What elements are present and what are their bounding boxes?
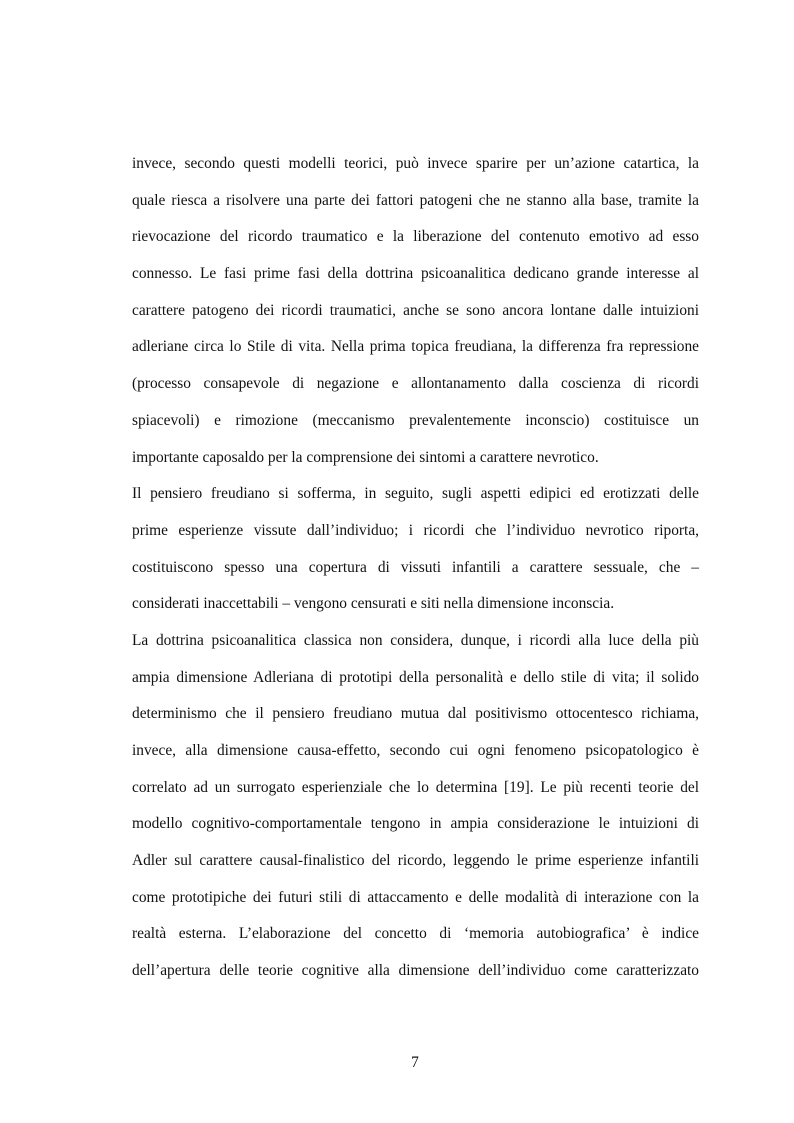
text-line: Il pensiero freudiano si sofferma, in seguito, sugli aspetti edipici ed erotizzati delle [132,485,699,503]
text-line: determinismo che il pensiero freudiano mutua dal positivismo ottocentesco richiama, [132,705,699,723]
text-line: spiacevoli) e rimozione (meccanismo prevalentemente inconscio) costituisce un [132,411,699,429]
text-line: invece, alla dimensione causa-effetto, secondo cui ogni fenomeno psicopatologico è [132,742,699,759]
text-line: modello cognitivo-comportamentale tengono in ampia considerazione le intuizioni di [132,815,699,833]
text-line: correlato ad un surrogato esperienziale che lo determina [19]. Le più recenti teorie del [132,778,699,796]
text-line: dell’apertura delle teorie cognitive alla dimensione dell’individuo come caratterizzato [132,962,699,980]
page-number: 7 [411,1054,419,1071]
body-text [132,146,699,990]
text-line: quale riesca a risolvere una parte dei fattori patogeni che ne stanno alla base, tramite la [132,191,699,209]
text-line: (processo consapevole di negazione e allontanamento dalla coscienza di ricordi [132,375,699,393]
text-line: prime esperienze vissute dall’individuo; i ricordi che l’individuo nevrotico riporta, [132,521,699,539]
text-line: connesso. Le fasi prime fasi della dottrina psicoanalitica dedicano grande interesse al [132,265,699,283]
text-line: invece, secondo questi modelli teorici, può invece sparire per un’azione catartica, la [132,155,699,172]
text-line: La dottrina psicoanalitica classica non considera, dunque, i ricordi alla luce della più [132,631,699,649]
text-line: realtà esterna. L’elaborazione del concetto di ‘memoria autobiografica’ è indice [132,925,699,943]
text-line: come prototipiche dei futuri stili di attaccamento e delle modalità di interazione con la [132,888,699,906]
text-line: adleriane circa lo Stile di vita. Nella prima topica freudiana, la differenza fra repressione [132,338,699,356]
text-line: costituiscono spesso una copertura di vissuti infantili a carattere sessuale, che – [132,558,699,576]
text-line: carattere patogeno dei ricordi traumatici, anche se sono ancora lontane dalle intuizioni [132,301,699,319]
text-line: Adler sul carattere causal-finalistico del ricordo, leggendo le prime esperienze infantili [132,852,699,870]
text-line: ampia dimensione Adleriana di prototipi della personalità e dello stile di vita; il solido [132,668,699,686]
text-line: importante caposaldo per la comprensione dei sintomi a carattere nevrotico. [132,448,599,466]
text-line: considerati inaccettabili – vengono censurati e siti nella dimensione inconscia. [132,595,615,613]
text-line: rievocazione del ricordo traumatico e la liberazione del contenuto emotivo ad esso [132,228,699,246]
